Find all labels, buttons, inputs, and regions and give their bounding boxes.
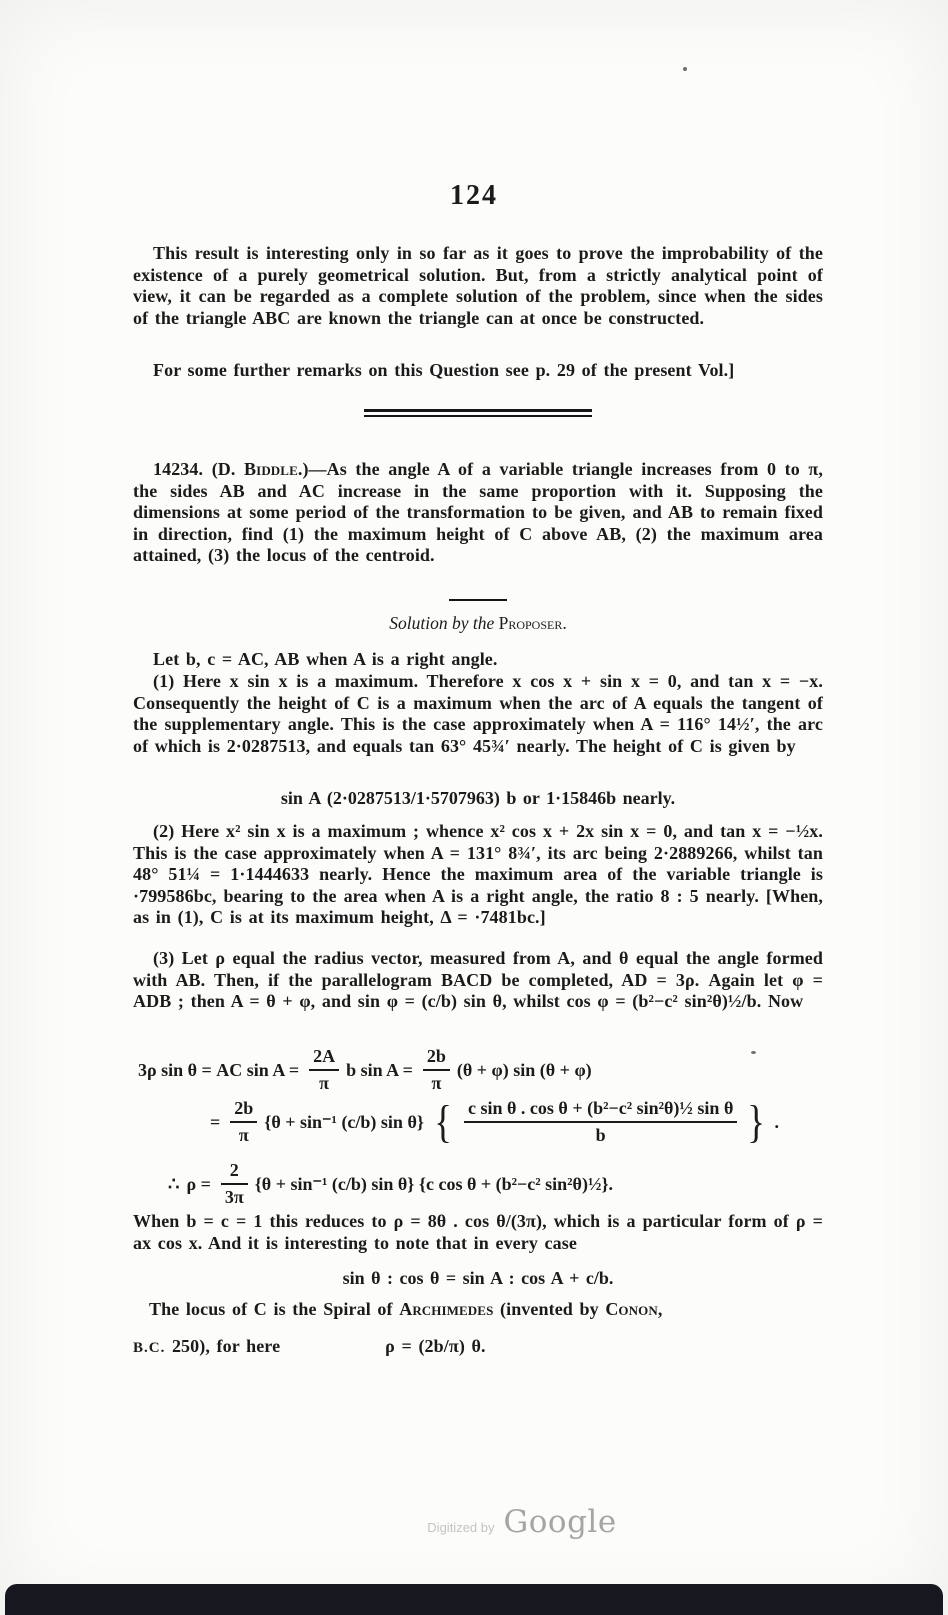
display-equation-rho-line-1 xyxy=(138,1046,599,1094)
solution-part-1: (1) Here x sin x is a maximum. Therefore x cos x + sin x = 0, and tan x = −x. Consequently the height of C is a maximum when the arc of A equals the tangent of the supplementary angle. This is the case approximately when A = 116° 14½′, the arc of which is 2·0287513, and equals tan 63° 45¾′ nearly. The height of C is given by xyxy=(133,671,823,756)
left-brace: { xyxy=(434,1096,452,1148)
right-brace: } xyxy=(747,1096,766,1148)
solution-heading-proposer: Proposer. xyxy=(498,613,567,633)
google-logo-text: Google xyxy=(503,1504,617,1540)
fraction-numerator: 2b xyxy=(423,1046,450,1071)
intro-paragraph: This result is interesting only in so far as it goes to prove the improbability of the existence of a purely geometrical solution. But, from a strictly analytical point of view, it can be regarded as a complete solution of the problem, since when the sides of the triangle ABC are known the triangle can at once be constructed. xyxy=(133,243,823,328)
fraction-denominator: π xyxy=(431,1073,442,1093)
eq2-braced-term: {θ + sin⁻¹ (c/b) sin θ} xyxy=(264,1111,424,1132)
problem-number: 14234. xyxy=(153,459,204,479)
divider-line-bottom xyxy=(364,415,592,417)
locus-paragraph-line-1 xyxy=(133,1299,823,1321)
let-definition-line: Let b, c = AC, AB when A is a right angle. xyxy=(153,649,498,669)
page-number: 124 xyxy=(450,180,498,211)
solution-part-2: (2) Here x² sin x is a maximum ; whence x² cos x + 2x sin x = 0, and tan x = −½x. This is the case approximately when A = 131° 8¾′, its arc being 2·2889266, whilst tan 48° 51¼ = 1·1444633 nearly. Hence the maximum area of the variable triangle is ·799586bc, bearing to the area when A is a right angle, the ratio 8 : 5 nearly. [When, as in (1), C is at its maximum height, Δ = ·7481bc.] xyxy=(133,821,823,928)
solution-part-3: (3) Let ρ equal the radius vector, measured from A, and θ equal the angle formed with AB. Then, if the parallelogram BACD be completed, AD = 3ρ. Again let φ = ADB ; then A = θ + φ, and sin φ = (c/b) sin θ, whilst cos φ = (b²−c² sin²θ)½/b. Now xyxy=(133,948,823,1012)
archimedes-name: Archimedes xyxy=(399,1299,494,1319)
section-divider-double-rule xyxy=(133,409,823,417)
fraction-numerator: 2A xyxy=(309,1046,339,1071)
fraction-denominator: π xyxy=(319,1073,330,1093)
conon-name: Conon, xyxy=(605,1299,663,1319)
problem-paragraph xyxy=(133,459,823,567)
eq3-rhs: {θ + sin⁻¹ (c/b) sin θ} {c cos θ + (b²−c² sin²θ)½}. xyxy=(254,1173,614,1194)
scan-speck xyxy=(751,1051,756,1054)
scan-bottom-bar xyxy=(5,1584,943,1615)
problem-author: (D. Biddle.) xyxy=(211,459,309,479)
fraction-denominator: π xyxy=(238,1125,249,1145)
eq2-period: . xyxy=(774,1111,779,1132)
solution-divider-rule xyxy=(133,599,823,601)
fraction-numerator: 2 xyxy=(221,1160,248,1185)
eq2-equals: = xyxy=(210,1111,221,1132)
fraction-numerator: 2b xyxy=(230,1098,257,1123)
locus-text: The locus of C is the Spiral of xyxy=(149,1299,400,1319)
fraction-2b-over-pi xyxy=(423,1046,450,1094)
google-watermark xyxy=(48,1504,948,1540)
therefore-symbol: ∴ xyxy=(168,1173,180,1194)
fraction-numerator: c sin θ . cos θ + (b²−c² sin²θ)½ sin θ xyxy=(464,1098,737,1123)
solution-heading xyxy=(133,613,823,634)
eq1-rhs: (θ + φ) sin (θ + φ) xyxy=(456,1059,592,1080)
spiral-formula: ρ = (2b/π) θ. xyxy=(385,1336,486,1356)
scan-speck xyxy=(683,67,687,71)
fraction-denominator: b xyxy=(595,1125,606,1145)
fraction-2b-over-pi xyxy=(230,1098,257,1146)
problem-statement: —As the angle A of a variable triangle increases from 0 to π, the sides AB and AC increase in the same proportion with it. Supposing the dimensions at some period of the transformation to be given, and AB to remain fixed in direction, find (1) the maximum height of C above AB, (2) the maximum area attained, (3) the locus of the centroid. xyxy=(133,459,823,566)
display-equation-rho-line-2 xyxy=(210,1098,786,1146)
fraction-2A-over-pi xyxy=(309,1046,339,1094)
fraction-2-over-3pi xyxy=(221,1160,248,1208)
intro-remark: For some further remarks on this Question see p. 29 of the present Vol.] xyxy=(153,360,735,380)
locus-text: 250), for here xyxy=(171,1336,281,1356)
locus-text: (invented by xyxy=(493,1299,606,1319)
solution-heading-italic: Solution by the xyxy=(389,613,495,633)
fraction-denominator: 3π xyxy=(224,1187,244,1207)
divider-line-top xyxy=(364,409,592,412)
eq1-mid: b sin A = xyxy=(346,1059,413,1080)
eq1-lhs: 3ρ sin θ = AC sin A = xyxy=(138,1059,300,1080)
divider-line xyxy=(449,599,507,601)
closing-paragraph: When b = c = 1 this reduces to ρ = 8θ . cos θ/(3π), which is a particular form of ρ = ax cos x. And it is interesting to note that in every case xyxy=(133,1211,823,1253)
eq3-lhs: ρ = xyxy=(186,1173,211,1194)
locus-paragraph-line-2 xyxy=(133,1336,823,1360)
digitized-by-label: Digitized by xyxy=(427,1520,495,1535)
bc-date-label: B.C. xyxy=(133,1340,166,1356)
display-equation-height: sin A (2·0287513/1·5707963) b or 1·15846b nearly. xyxy=(280,788,676,808)
display-equation-ratio: sin θ : cos θ = sin A : cos A + c/b. xyxy=(342,1268,614,1288)
fraction-inner xyxy=(464,1098,737,1146)
display-equation-rho-line-3 xyxy=(168,1160,620,1208)
